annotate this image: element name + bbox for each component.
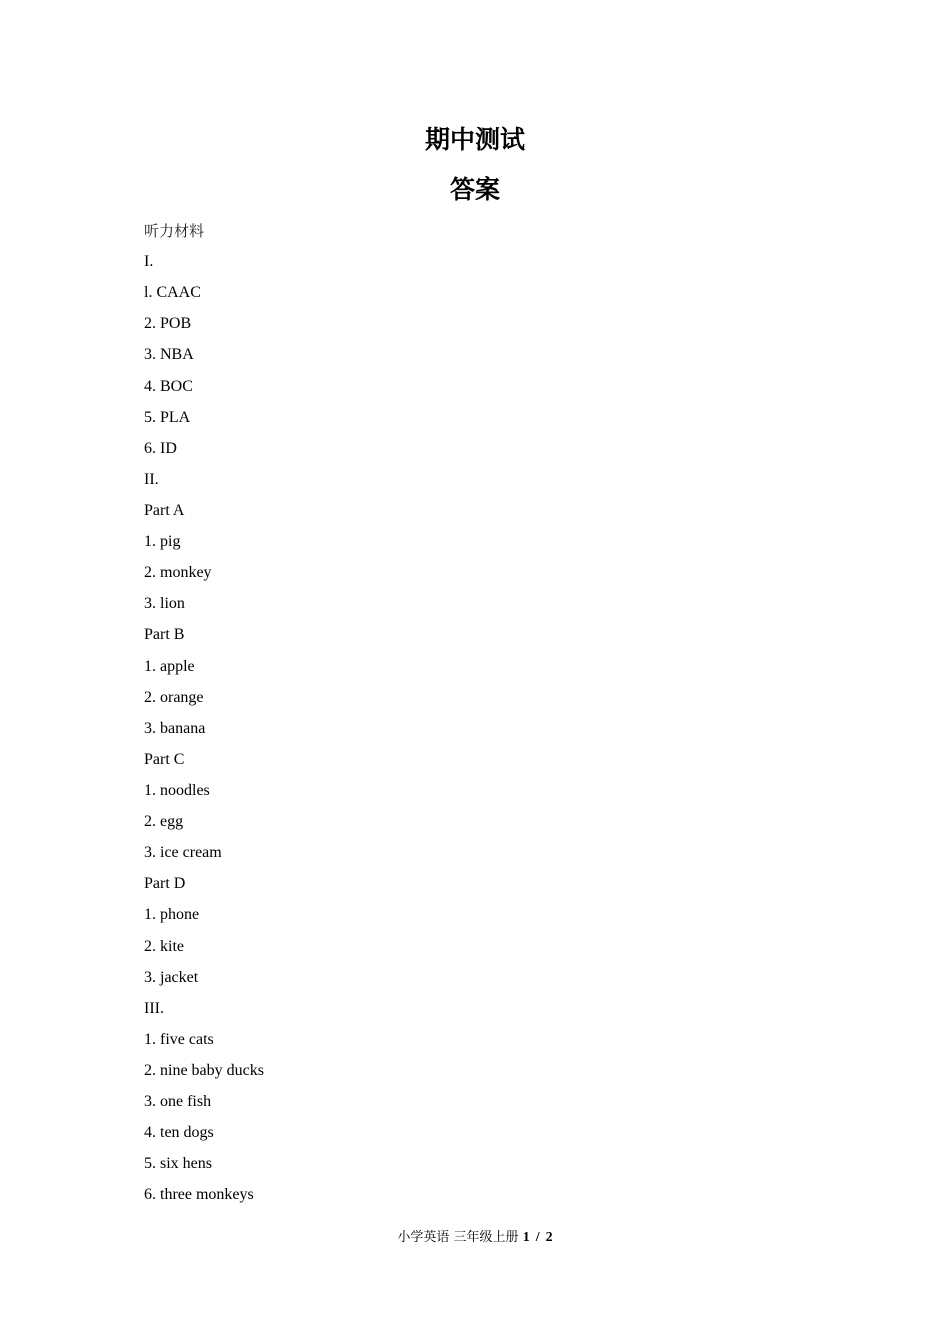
page-subtitle: 答案 xyxy=(449,175,500,204)
answer-line: 3. ice cream xyxy=(144,844,222,862)
answer-line: 2. kite xyxy=(144,937,184,955)
answer-line: 5. PLA xyxy=(144,408,191,426)
answer-line: 2. nine baby ducks xyxy=(144,1061,264,1079)
answer-line: 3. jacket xyxy=(144,968,199,986)
answer-line: 2. orange xyxy=(144,688,204,706)
answer-line: 2. monkey xyxy=(144,564,212,582)
answer-line: 2. POB xyxy=(144,315,192,333)
answer-line: Part B xyxy=(144,626,185,644)
answer-line: Part D xyxy=(144,875,186,893)
answer-line: I. xyxy=(144,253,154,271)
answer-line: 4. ten dogs xyxy=(144,1124,214,1142)
answer-line: 1. phone xyxy=(144,906,200,924)
answer-line: 5. six hens xyxy=(144,1155,212,1173)
answer-line: 3. banana xyxy=(144,719,206,737)
answer-line: 1. apple xyxy=(144,657,195,675)
answer-line: 2. egg xyxy=(144,813,184,831)
answer-line: 3. NBA xyxy=(144,346,194,364)
page-title: 期中测试 xyxy=(424,125,525,154)
answer-line: 1. noodles xyxy=(144,781,210,799)
answer-line: III. xyxy=(144,999,164,1017)
answer-line: 6. ID xyxy=(144,439,177,457)
answer-line: 6. three monkeys xyxy=(144,1186,254,1204)
answer-line: 听力材料 xyxy=(144,222,205,240)
answer-list xyxy=(144,219,844,1215)
page-number-total: 2 xyxy=(545,1230,553,1245)
answer-line: 1. pig xyxy=(144,533,181,551)
answer-line: 4. BOC xyxy=(144,377,193,395)
page-number-separator: / xyxy=(535,1230,540,1245)
answer-line: l. CAAC xyxy=(144,284,201,302)
footer-text: 小学英语 三年级上册 xyxy=(397,1230,519,1245)
page-footer xyxy=(0,1228,950,1248)
answer-line: 3. one fish xyxy=(144,1093,212,1111)
answer-line: Part A xyxy=(144,501,185,519)
answer-line: Part C xyxy=(144,750,185,768)
answer-line: 3. lion xyxy=(144,595,185,613)
answer-line: II. xyxy=(144,470,159,488)
page-number-current: 1 xyxy=(522,1230,530,1245)
answer-line: 1. five cats xyxy=(144,1030,214,1048)
